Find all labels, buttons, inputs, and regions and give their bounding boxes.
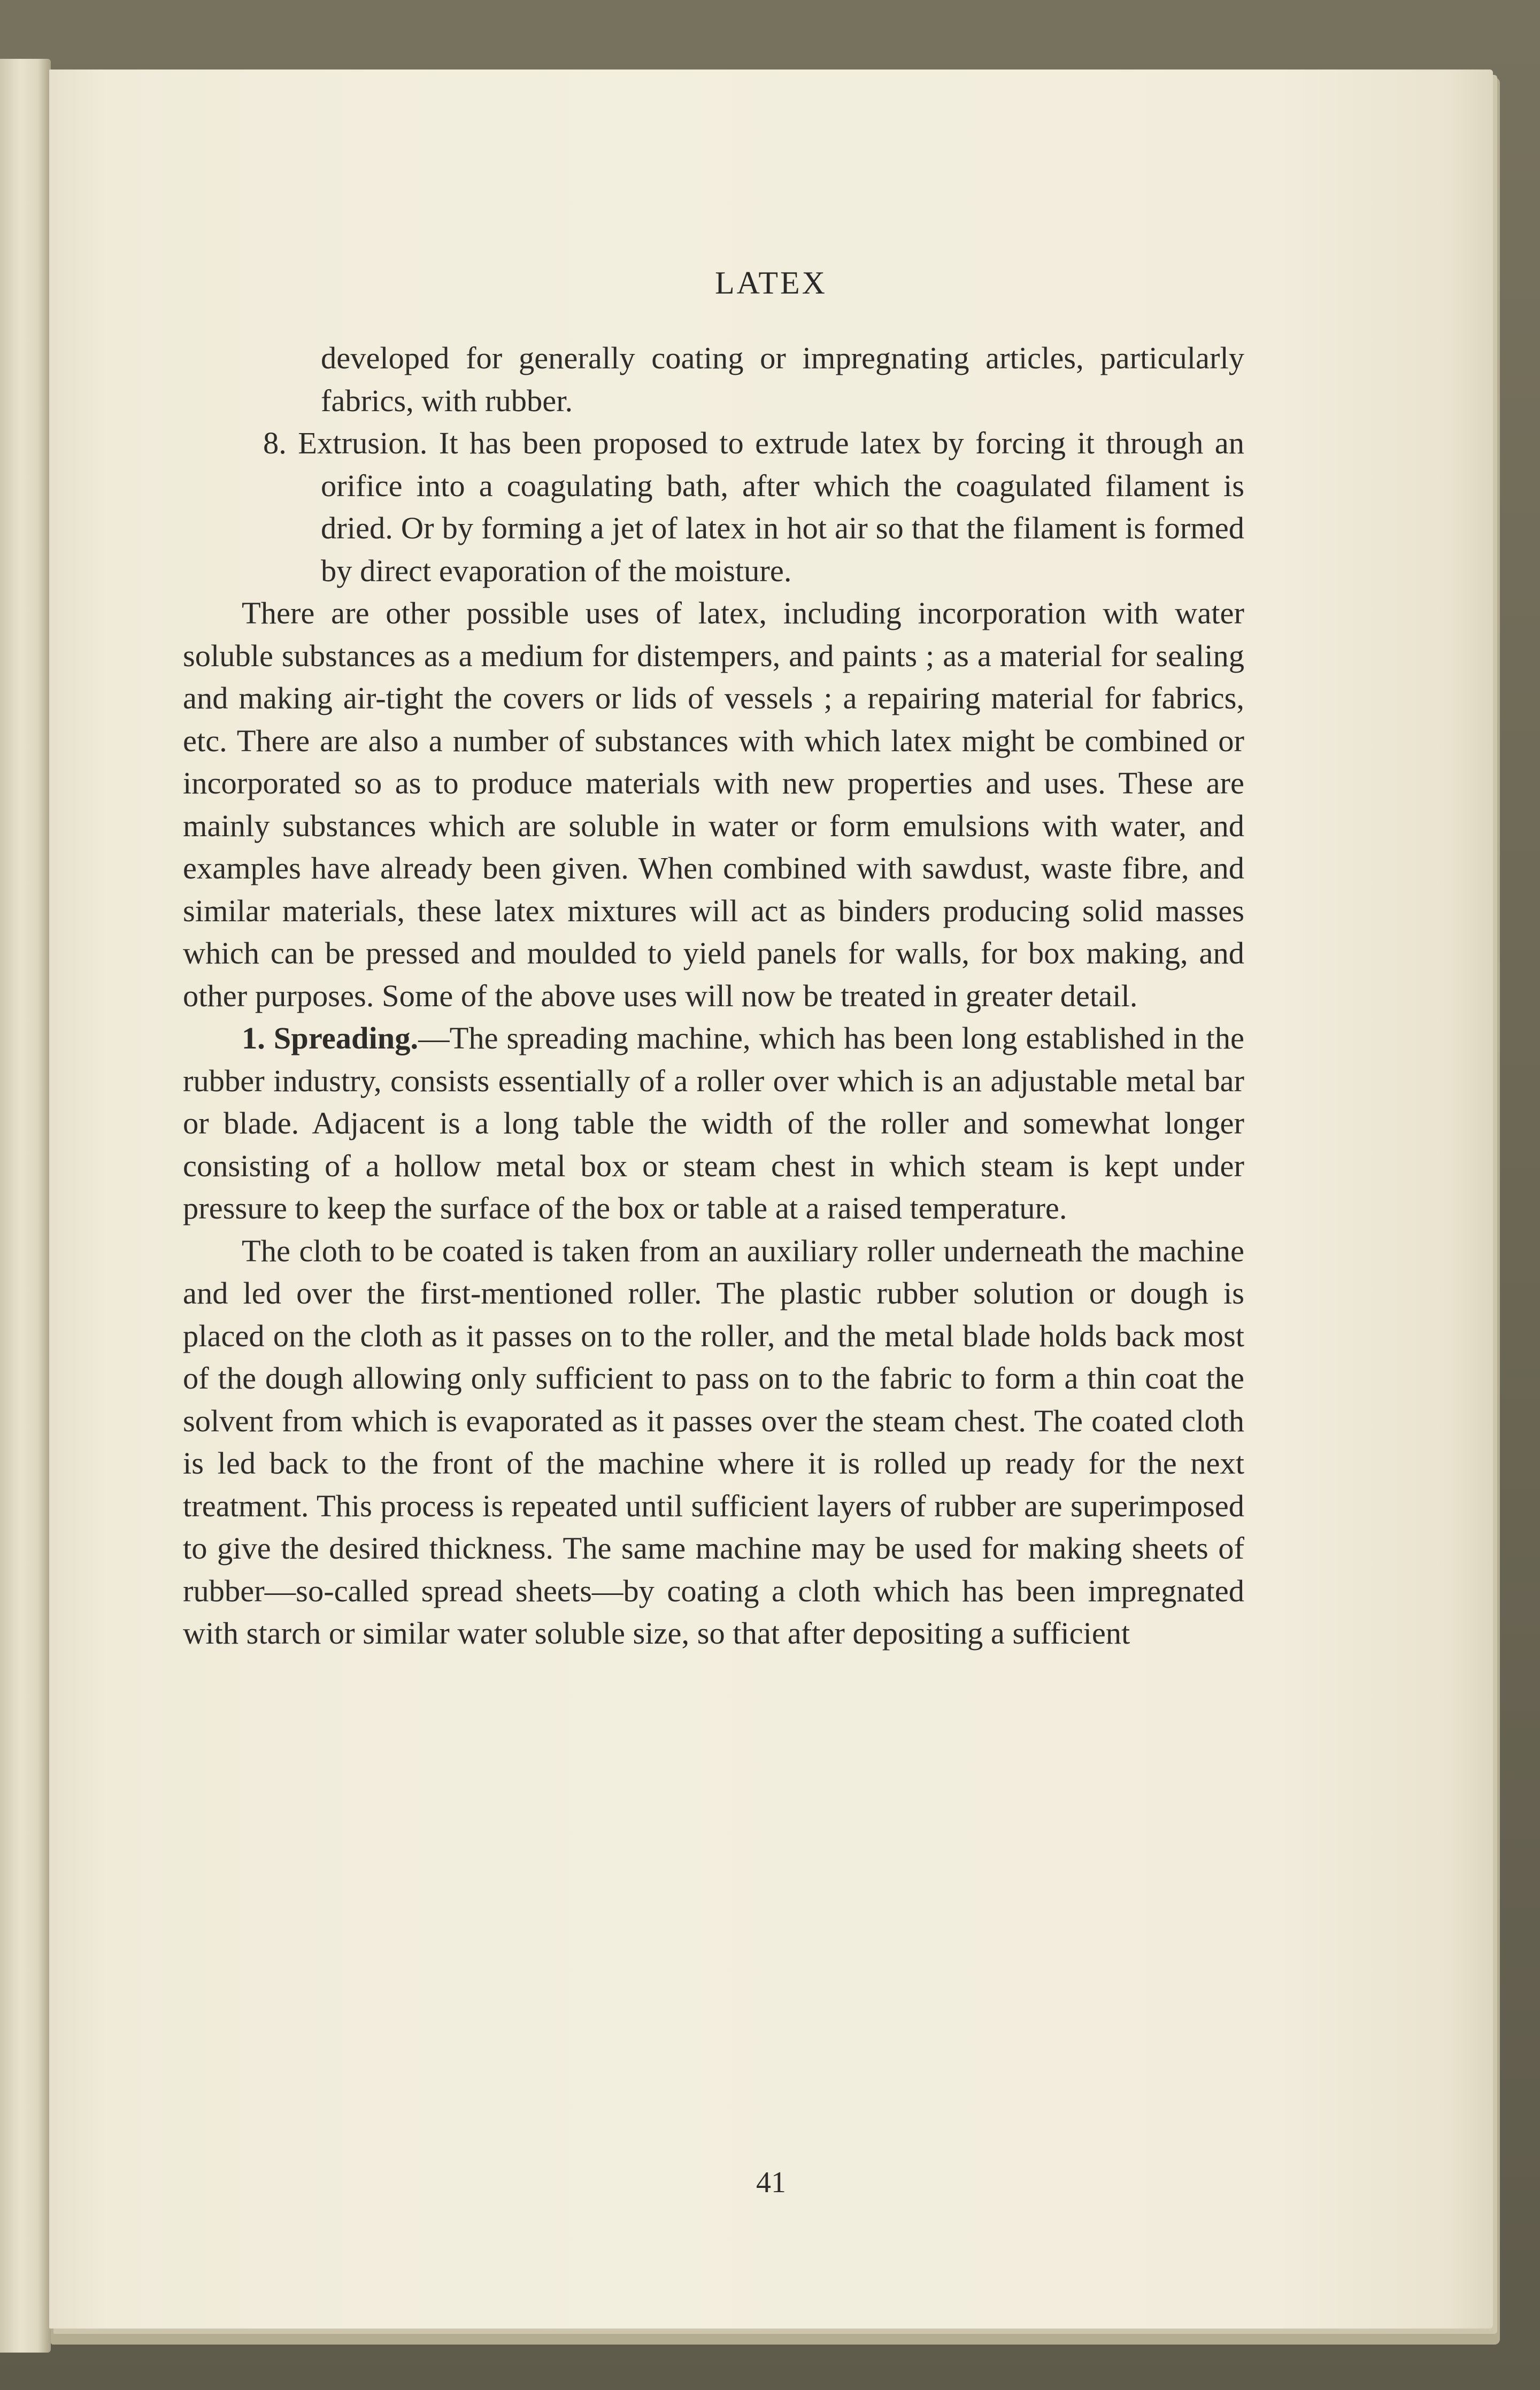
running-header: LATEX [715,265,827,300]
page-body [183,337,1244,1655]
paragraph-other-uses: There are other possible uses of latex, including incorporation with water soluble substances as a medium for distempers, and paints ; as a material for sealing and making air-tight the covers or lids of vessels ; a repairing material for fabrics, etc. There are also a number of substances with which latex might be combined or incorporated so as to produce materials with new properties and uses. These are mainly substances which are soluble in water or form emulsions with water, and examples have already been given. When combined with sawdust, waste fibre, and similar materials, these latex mixtures will act as binders producing solid masses which can be pressed and moulded to yield panels for walls, for box making, and other purposes. Some of the above uses will now be treated in greater detail. [183,596,1244,1013]
list-item-7-continuation: developed for generally coating or impregnating articles, particularly fabrics, with rubber. [321,341,1244,418]
spreading-text: —The spreading machine, which has been long established in the rubber industry, consists essentially of a roller over which is an adjustable metal bar or blade. Adjacent is a long table the width of the roller and somewhat longer consisting of a hollow metal box or steam chest in which steam is kept under pressure to keep the surface of the box or table at a raised temperature. [183,1021,1244,1225]
paragraph-spreading [183,1017,1244,1230]
book-page [49,70,1493,2329]
paragraph-cloth-coating: The cloth to be coated is taken from an auxiliary roller underneath the machine and led over the first-mentioned roller. The plastic rubber solution or dough is placed on the cloth as it passes on to the roller, and the metal blade holds back most of the dough allowing only sufficient to pass on to the fabric to form a thin coat the solvent from which is evaporated as it passes over the steam chest. The coated cloth is led back to the front of the machine where it is rolled up ready for the next treatment. This process is repeated until sufficient layers of rubber are superimposed to give the desired thickness. The same machine may be used for making sheets of rubber—so-called spread sheets—by coating a cloth which has been impregnated with starch or similar water soluble size, so that after depositing a sufficient [183,1233,1244,1651]
adjacent-page-edge [0,59,51,2353]
section-heading-spreading: 1. Spreading. [242,1021,419,1055]
list-item-8-extrusion: 8. Extrusion. It has been proposed to extrude latex by forcing it through an orifice into a coagulating bath, after which the coagulated filament is dried. Or by forming a jet of latex in hot air so that the filament is formed by direct evaporation of the moisture. [263,426,1244,588]
page-number: 41 [756,2166,786,2199]
